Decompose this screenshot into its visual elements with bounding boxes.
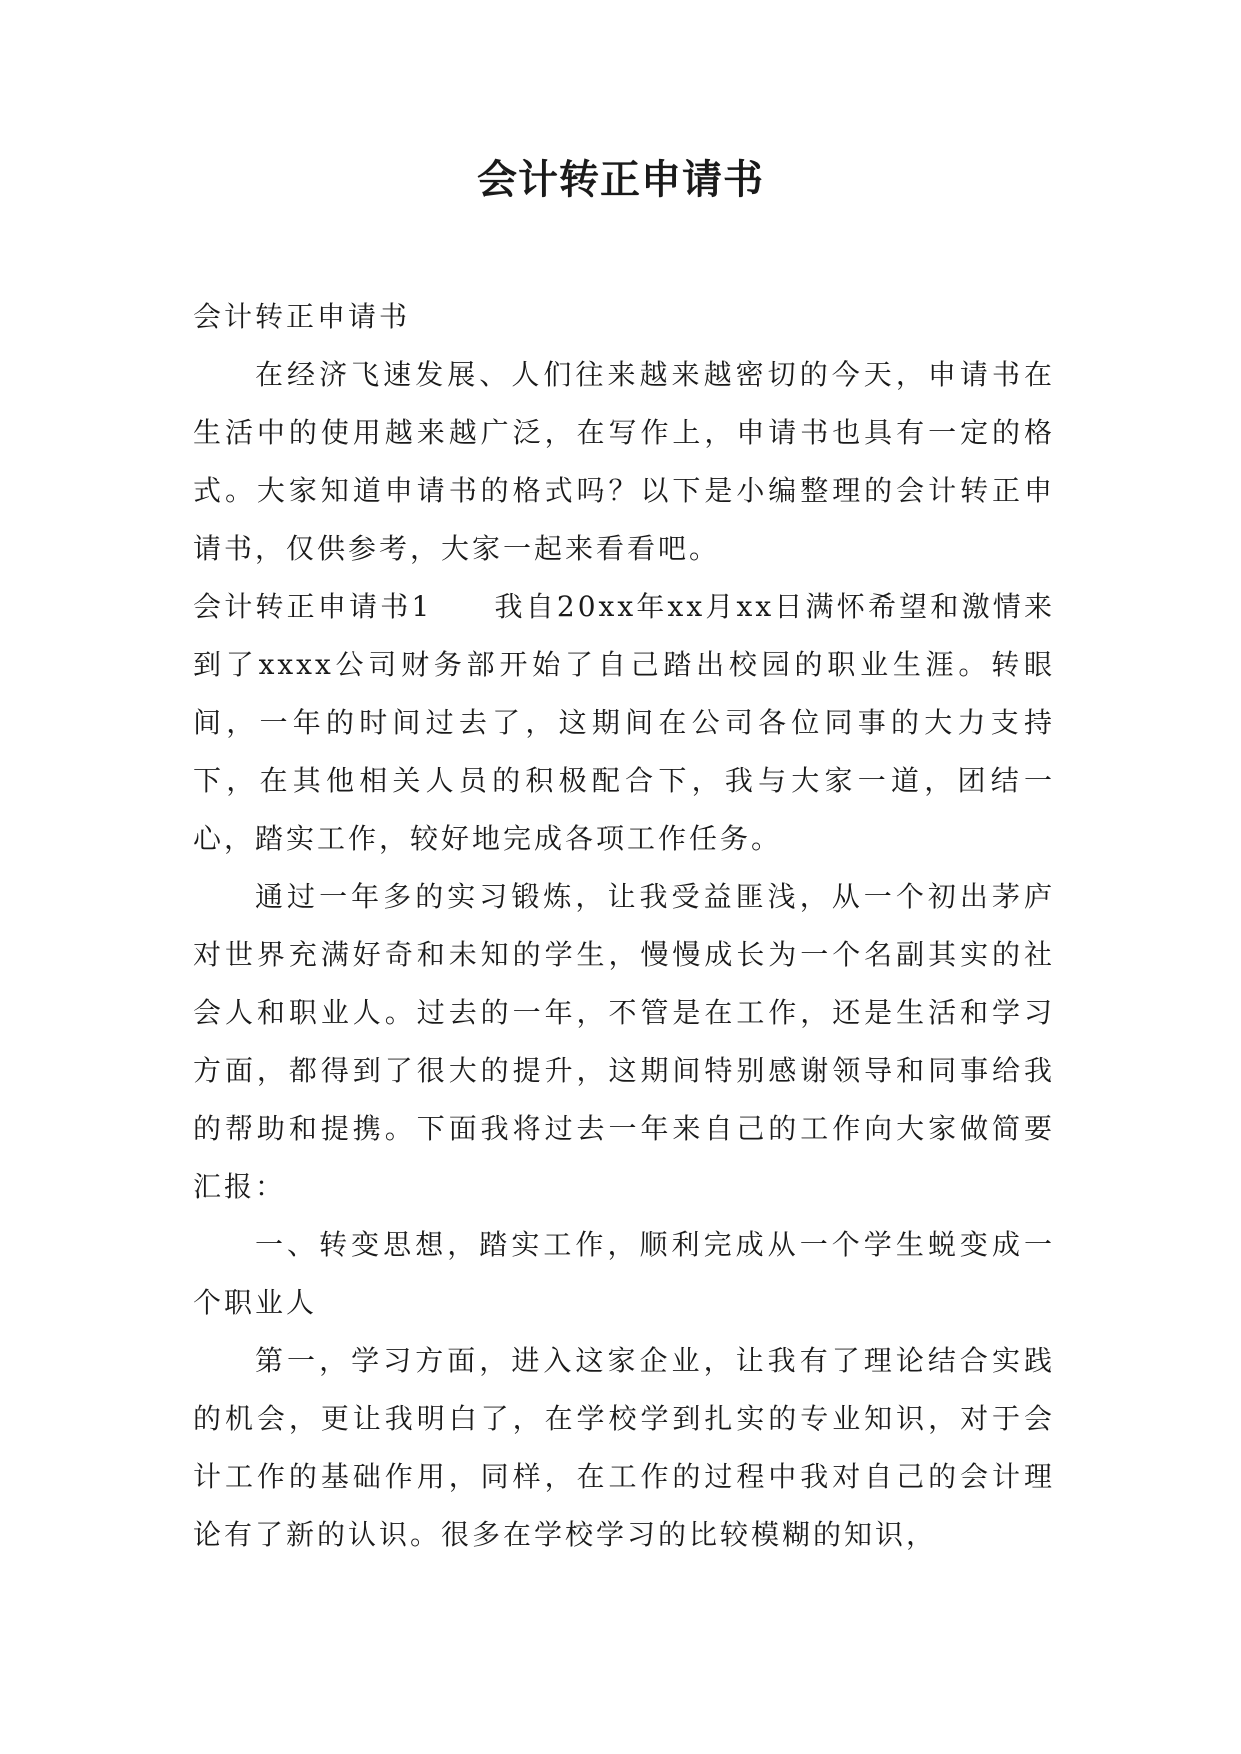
document-body xyxy=(193,288,1055,1564)
body-paragraph-1: 通过一年多的实习锻炼，让我受益匪浅，从一个初出茅庐对世界充满好奇和未知的学生，慢慢成长为一个名副其实的社会人和职业人。过去的一年，不管是在工作，还是生活和学习方面，都得到了很大的提升，这期间特别感谢领导和同事给我的帮助和提携。下面我将过去一年来自己的工作向大家做简要汇报： xyxy=(193,880,1055,1203)
section-heading: 会计转正申请书1 xyxy=(193,590,433,623)
section-paragraph xyxy=(193,578,1055,868)
intro-paragraph: 在经济飞速发展、人们往来越来越密切的今天，申请书在生活中的使用越来越广泛，在写作上，申请书也具有一定的格式。大家知道申请书的格式吗？以下是小编整理的会计转正申请书，仅供参考，大家一起来看看吧。 xyxy=(193,358,1055,565)
document-subtitle: 会计转正申请书 xyxy=(193,300,411,333)
document-title: 会计转正申请书 xyxy=(477,156,764,203)
section-first-paragraph: 我自20xx年xx月xx日满怀希望和激情来到了xxxx公司财务部开始了自己踏出校园的职业生涯。转眼间，一年的时间过去了，这期间在公司各位同事的大力支持下，在其他相关人员的积极配合下，我与大家一道，团结一心，踏实工作，较好地完成各项工作任务。 xyxy=(193,590,1055,855)
body-paragraph-2: 一、转变思想，踏实工作，顺利完成从一个学生蜕变成一个职业人 xyxy=(193,1228,1055,1319)
body-paragraph-3: 第一，学习方面，进入这家企业，让我有了理论结合实践的机会，更让我明白了，在学校学到扎实的专业知识，对于会计工作的基础作用，同样，在工作的过程中我对自己的会计理论有了新的认识。很多在学校学习的比较模糊的知识， xyxy=(193,1344,1055,1551)
